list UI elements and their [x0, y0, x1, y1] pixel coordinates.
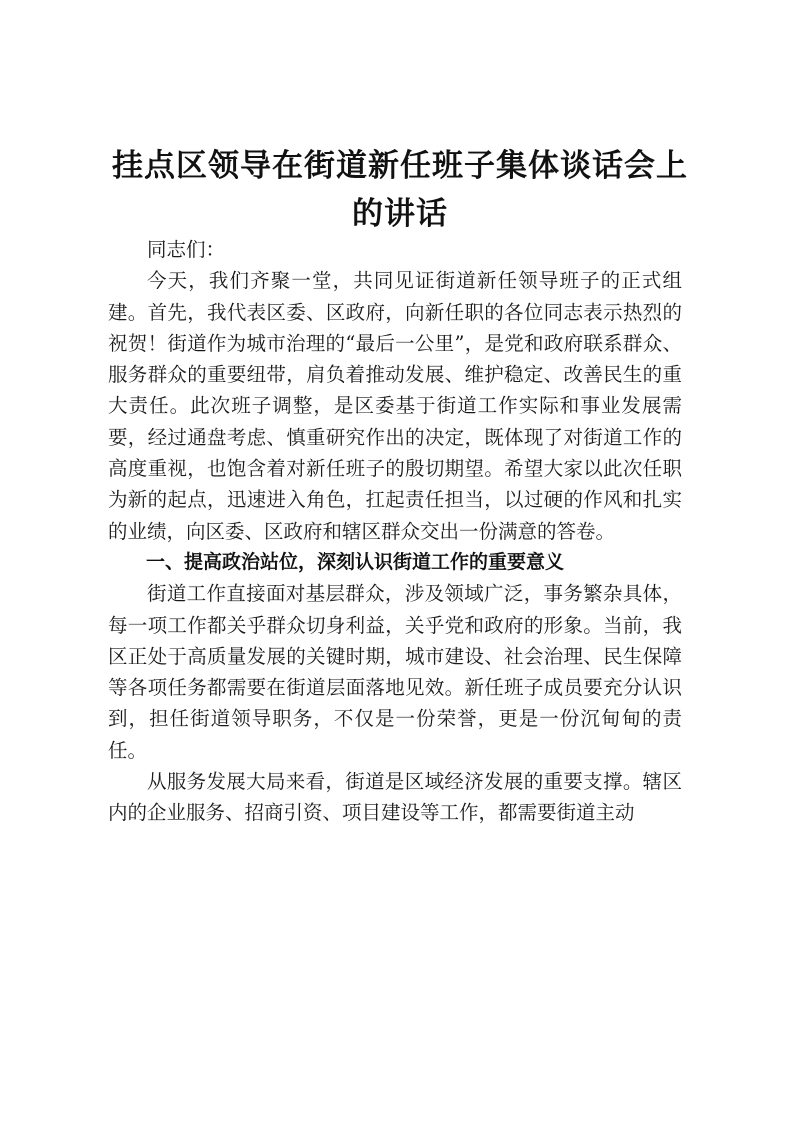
- paragraph-section-1-intro: 街道工作直接面对基层群众，涉及领域广泛，事务繁杂具体，每一项工作都关乎群众切身利益，关乎党和政府的形象。当前，我区正处于高质量发展的关键时期，城市建设、社会治理、民生保障等各项任务都需要在街道层面落地见效。新任班子成员要充分认识到，担任街道领导职务，不仅是一份荣誉，更是一份沉甸甸的责任。: [108, 582, 682, 762]
- salutation: 同志们：: [147, 238, 226, 261]
- section-heading-1: 一、提高政治站位，深刻认识街道工作的重要意义: [146, 550, 565, 573]
- paragraph-section-1-development: 从服务发展大局来看，街道是区域经济发展的重要支撑。辖区内的企业服务、招商引资、项目建设等工作，都需要街道主动: [108, 770, 682, 825]
- paragraph-opening: 今天，我们齐聚一堂，共同见证街道新任领导班子的正式组建。首先，我代表区委、区政府，向新任职的各位同志表示热烈的祝贺！街道作为城市治理的“最后一公里”，是党和政府联系群众、服务群众的重要纽带，肩负着推动发展、维护稳定、改善民生的重大责任。此次班子调整，是区委基于街道工作实际和事业发展需要，经过通盘考虑、慎重研究作出的决定，既体现了对街道工作的高度重视，也饱含着对新任班子的殷切期望。希望大家以此次任职为新的起点，迅速进入角色，扛起责任担当，以过硬的作风和扎实的业绩，向区委、区政府和辖区群众交出一份满意的答卷。: [108, 269, 682, 543]
- document-title: 挂点区领导在街道新任班子集体谈话会上的讲话: [112, 148, 688, 232]
- document-body: [108, 234, 682, 829]
